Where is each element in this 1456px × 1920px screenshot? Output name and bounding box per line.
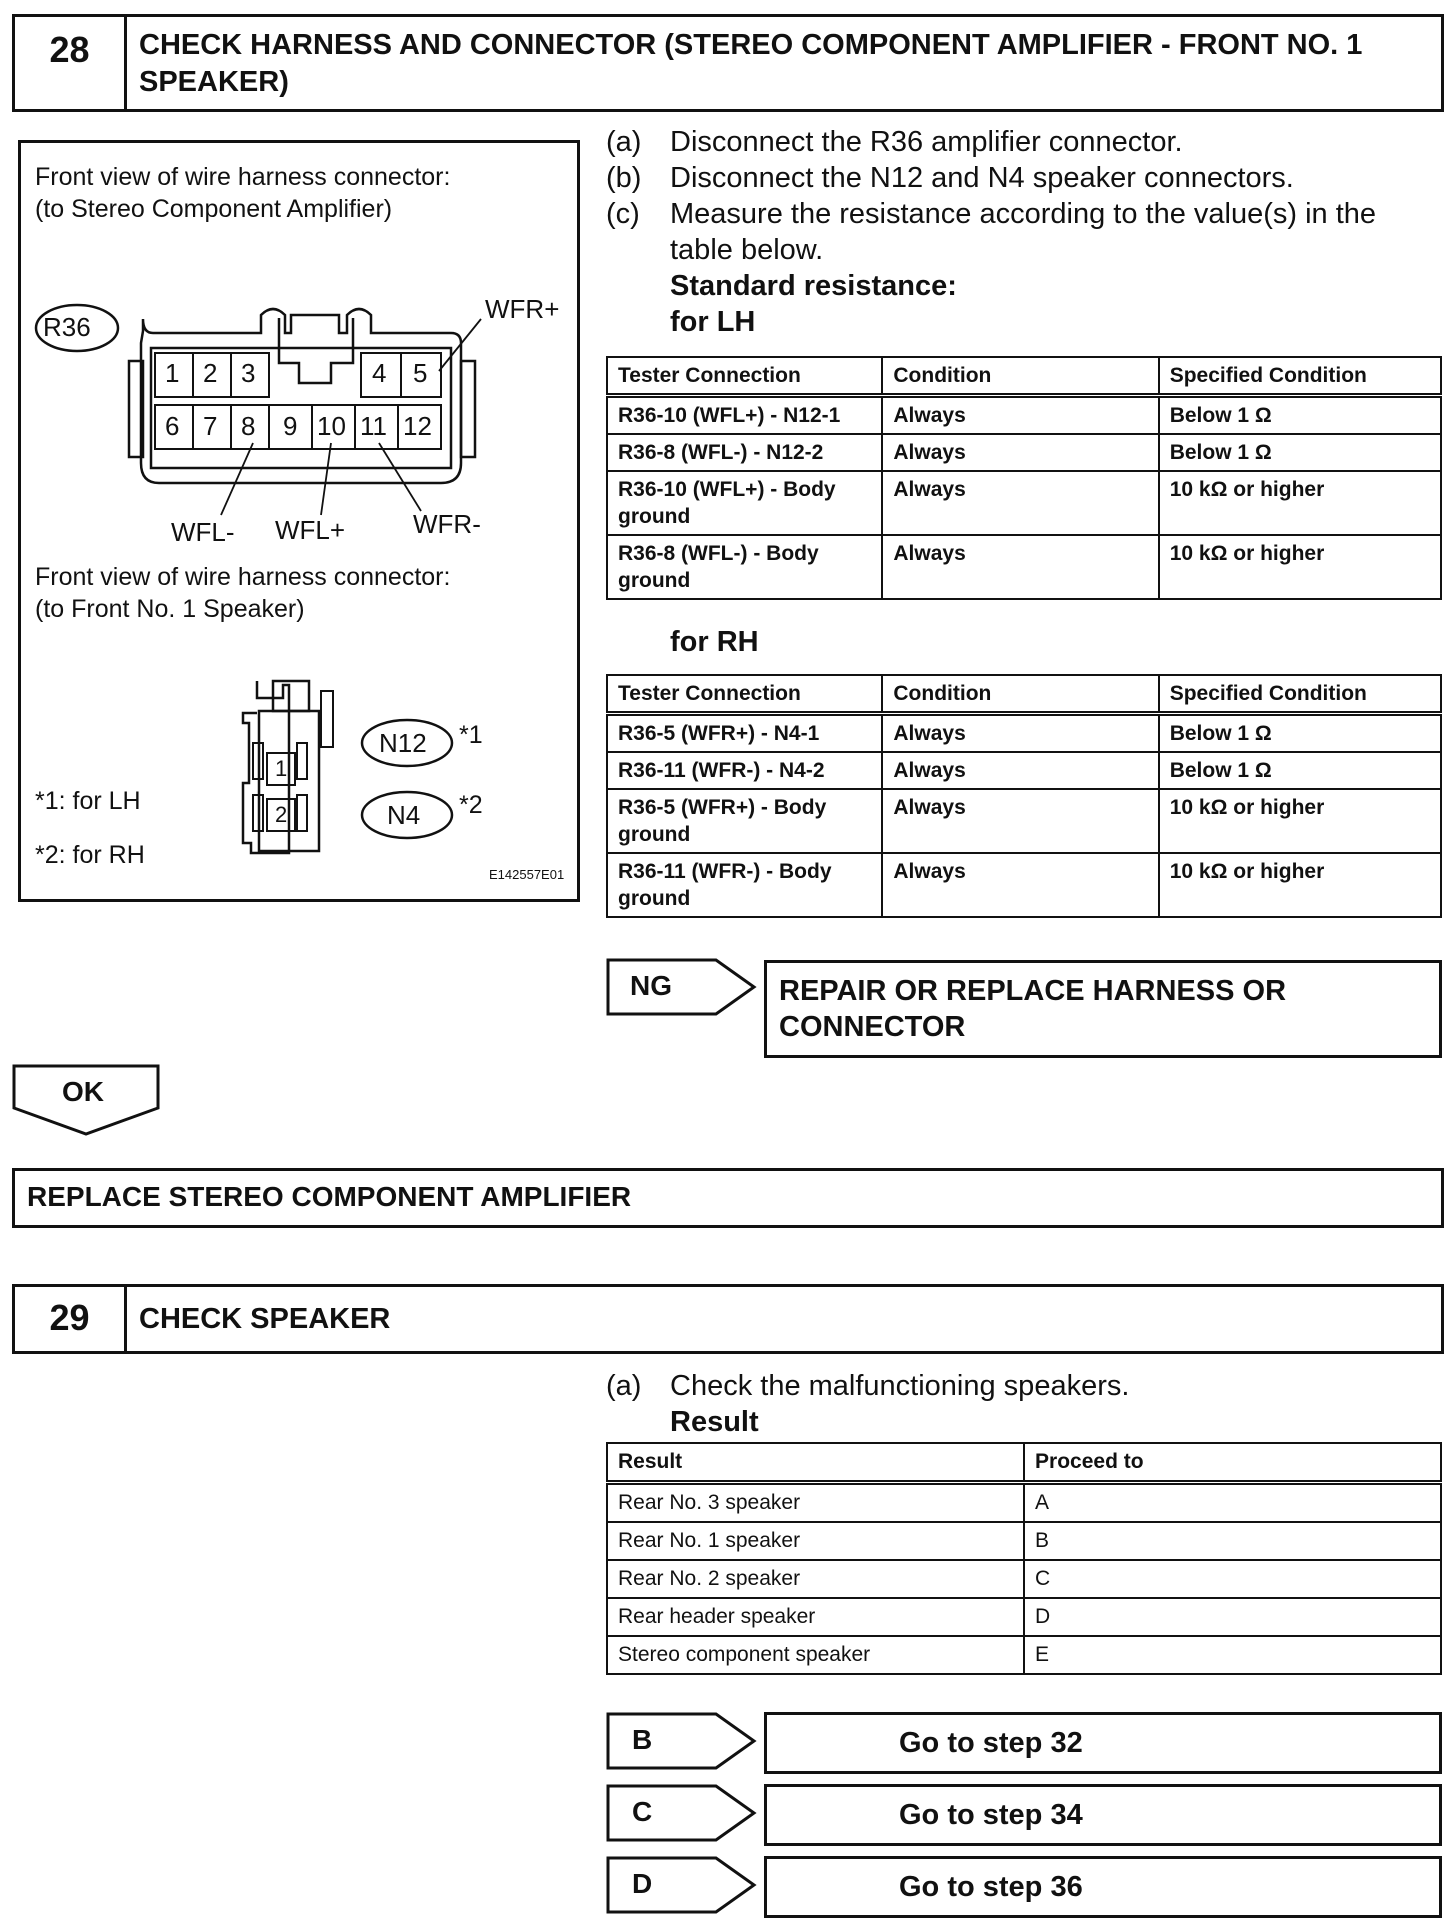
result-heading <box>606 1404 1129 1440</box>
result-table <box>606 1442 1442 1675</box>
header-proceed-to: Proceed to <box>1024 1443 1441 1483</box>
step-29-instructions <box>606 1368 1129 1440</box>
instruction-text: table below. <box>670 234 824 266</box>
table-cell: Always <box>882 434 1158 471</box>
spk-caption-line2: (to Front No. 1 Speaker) <box>35 595 305 623</box>
table-row <box>607 1560 1441 1598</box>
pin-10: 10 <box>317 411 346 441</box>
table-cell: 10 kΩ or higher <box>1159 789 1441 853</box>
table-row <box>607 714 1441 753</box>
pin-3: 3 <box>241 358 256 388</box>
for-lh-heading <box>606 304 1376 340</box>
table-cell: Always <box>882 853 1158 917</box>
header-specified-condition: Specified Condition <box>1159 357 1441 396</box>
amp-caption-line2: (to Stereo Component Amplifier) <box>35 195 393 223</box>
ok-action-box: REPLACE STEREO COMPONENT AMPLIFIER <box>12 1168 1444 1228</box>
connector-diagram <box>18 140 580 902</box>
table-cell: R36-10 (WFL+) - Body ground <box>607 471 882 535</box>
header-tester-connection: Tester Connection <box>607 357 882 396</box>
ng-label: NG <box>630 970 672 1001</box>
table-cell: B <box>1024 1522 1441 1560</box>
table-row <box>607 396 1441 435</box>
for-rh-heading: for RH <box>670 626 759 658</box>
table-header-row <box>607 1443 1441 1483</box>
pin-11: 11 <box>360 411 387 441</box>
table-cell: Rear No. 3 speaker <box>607 1483 1024 1523</box>
wfl-minus-label: WFL- <box>171 517 235 547</box>
table-row <box>607 789 1441 853</box>
ng-action-line1: REPAIR OR REPLACE HARNESS OR <box>779 975 1287 1007</box>
lh-resistance-table <box>606 356 1442 600</box>
instruction-c-cont <box>606 232 1376 268</box>
instruction-label: (a) <box>606 126 642 158</box>
branch-b-arrow-icon <box>606 1712 758 1772</box>
header-tester-connection: Tester Connection <box>607 675 882 714</box>
r36-label: R36 <box>43 312 91 342</box>
table-cell: Below 1 Ω <box>1159 714 1441 753</box>
spk-pin-2: 2 <box>275 802 288 827</box>
pin-4: 4 <box>372 358 387 388</box>
table-header-row <box>607 357 1441 396</box>
table-cell: Rear No. 1 speaker <box>607 1522 1024 1560</box>
table-header-row <box>607 675 1441 714</box>
table-cell: Always <box>882 714 1158 753</box>
table-row <box>607 434 1441 471</box>
instruction-b <box>606 160 1376 196</box>
table-cell: Always <box>882 471 1158 535</box>
instruction-label: (a) <box>606 1370 642 1402</box>
step-28-header <box>12 14 1444 112</box>
table-cell: Stereo component speaker <box>607 1636 1024 1674</box>
instruction-c <box>606 196 1376 232</box>
ng-action-box <box>764 960 1442 1058</box>
table-row <box>607 1636 1441 1674</box>
branch-c-arrow-icon <box>606 1784 758 1844</box>
table-cell: Below 1 Ω <box>1159 434 1441 471</box>
pin-5: 5 <box>413 358 428 388</box>
pin-12: 12 <box>403 411 432 441</box>
table-cell: Always <box>882 789 1158 853</box>
standard-resistance-heading <box>606 268 1376 304</box>
pin-7: 7 <box>203 411 218 441</box>
table-cell: R36-11 (WFR-) - Body ground <box>607 853 882 917</box>
note-rh: *2: for RH <box>35 841 145 869</box>
table-cell: 10 kΩ or higher <box>1159 853 1441 917</box>
instruction-label: (c) <box>606 198 640 230</box>
mark-2: *2 <box>459 791 483 819</box>
table-cell: Always <box>882 396 1158 435</box>
table-cell: R36-8 (WFL-) - Body ground <box>607 535 882 599</box>
amp-caption-line1: Front view of wire harness connector: <box>35 163 451 191</box>
table-cell: Always <box>882 752 1158 789</box>
branch-d-label: D <box>632 1868 653 1899</box>
ng-action-line2: CONNECTOR <box>779 1011 966 1043</box>
table-cell: R36-5 (WFR+) - N4-1 <box>607 714 882 753</box>
table-cell: Rear No. 2 speaker <box>607 1560 1024 1598</box>
ok-label: OK <box>62 1076 104 1107</box>
instruction-a <box>606 124 1376 160</box>
table-cell: R36-8 (WFL-) - N12-2 <box>607 434 882 471</box>
pin-2: 2 <box>203 358 218 388</box>
step-title-line1: CHECK HARNESS AND CONNECTOR (STEREO COMPONENT AMPLIFIER - FRONT NO. 1 <box>139 29 1363 61</box>
note-lh: *1: for LH <box>35 787 141 815</box>
table-cell: Rear header speaker <box>607 1598 1024 1636</box>
branch-c-action: Go to step 34 <box>764 1784 1442 1846</box>
ng-arrow-icon <box>606 958 758 1018</box>
pin-9: 9 <box>283 411 298 441</box>
n12-label: N12 <box>379 728 427 758</box>
branch-c-label: C <box>632 1796 653 1827</box>
table-cell: Always <box>882 535 1158 599</box>
n4-label: N4 <box>387 800 421 830</box>
table-cell: R36-5 (WFR+) - Body ground <box>607 789 882 853</box>
result-heading-text: Result <box>670 1406 759 1438</box>
for-lh-text: for LH <box>670 306 756 338</box>
header-condition: Condition <box>882 675 1158 714</box>
wfr-plus-label: WFR+ <box>485 294 560 324</box>
standard-resistance-text: Standard resistance: <box>670 270 957 302</box>
table-cell: C <box>1024 1560 1441 1598</box>
spk-caption-line1: Front view of wire harness connector: <box>35 563 451 591</box>
wfl-plus-label: WFL+ <box>275 515 346 545</box>
table-cell: Below 1 Ω <box>1159 752 1441 789</box>
figure-id: E142557E01 <box>489 867 565 882</box>
table-row <box>607 853 1441 917</box>
spk-pin-1: 1 <box>275 756 288 781</box>
branch-b-action: Go to step 32 <box>764 1712 1442 1774</box>
table-cell: Below 1 Ω <box>1159 396 1441 435</box>
table-cell: D <box>1024 1598 1441 1636</box>
instruction-text: Measure the resistance according to the value(s) in the <box>670 198 1377 230</box>
table-cell: R36-10 (WFL+) - N12-1 <box>607 396 882 435</box>
table-row <box>607 1483 1441 1523</box>
table-row <box>607 1522 1441 1560</box>
pin-1: 1 <box>165 358 180 388</box>
table-row <box>607 471 1441 535</box>
table-cell: A <box>1024 1483 1441 1523</box>
step-28-instructions <box>606 124 1376 340</box>
header-condition: Condition <box>882 357 1158 396</box>
table-row <box>607 535 1441 599</box>
spk-caption <box>35 561 450 625</box>
table-cell: 10 kΩ or higher <box>1159 471 1441 535</box>
pin-8: 8 <box>241 411 256 441</box>
header-specified-condition: Specified Condition <box>1159 675 1441 714</box>
step-title <box>127 17 1441 109</box>
mark-1: *1 <box>459 721 483 749</box>
table-cell: 10 kΩ or higher <box>1159 535 1441 599</box>
step-title-line2: SPEAKER) <box>139 66 289 98</box>
table-cell: E <box>1024 1636 1441 1674</box>
pin-6: 6 <box>165 411 180 441</box>
table-row <box>607 752 1441 789</box>
header-result: Result <box>607 1443 1024 1483</box>
step-number: 29 <box>15 1287 127 1351</box>
branch-d-action: Go to step 36 <box>764 1856 1442 1918</box>
rh-resistance-table <box>606 674 1442 918</box>
step-title: CHECK SPEAKER <box>139 1303 391 1335</box>
table-row <box>607 1598 1441 1636</box>
step-number: 28 <box>15 17 127 109</box>
branch-d-arrow-icon <box>606 1856 758 1916</box>
instruction-text: Disconnect the R36 amplifier connector. <box>670 126 1183 158</box>
instruction-label: (b) <box>606 162 642 194</box>
table-cell: R36-11 (WFR-) - N4-2 <box>607 752 882 789</box>
instruction-text: Check the malfunctioning speakers. <box>670 1370 1130 1402</box>
step-29-header <box>12 1284 1444 1354</box>
instruction-a <box>606 1368 1129 1404</box>
instruction-text: Disconnect the N12 and N4 speaker connectors. <box>670 162 1294 194</box>
branch-b-label: B <box>632 1724 653 1755</box>
wfr-minus-label: WFR- <box>413 509 481 539</box>
